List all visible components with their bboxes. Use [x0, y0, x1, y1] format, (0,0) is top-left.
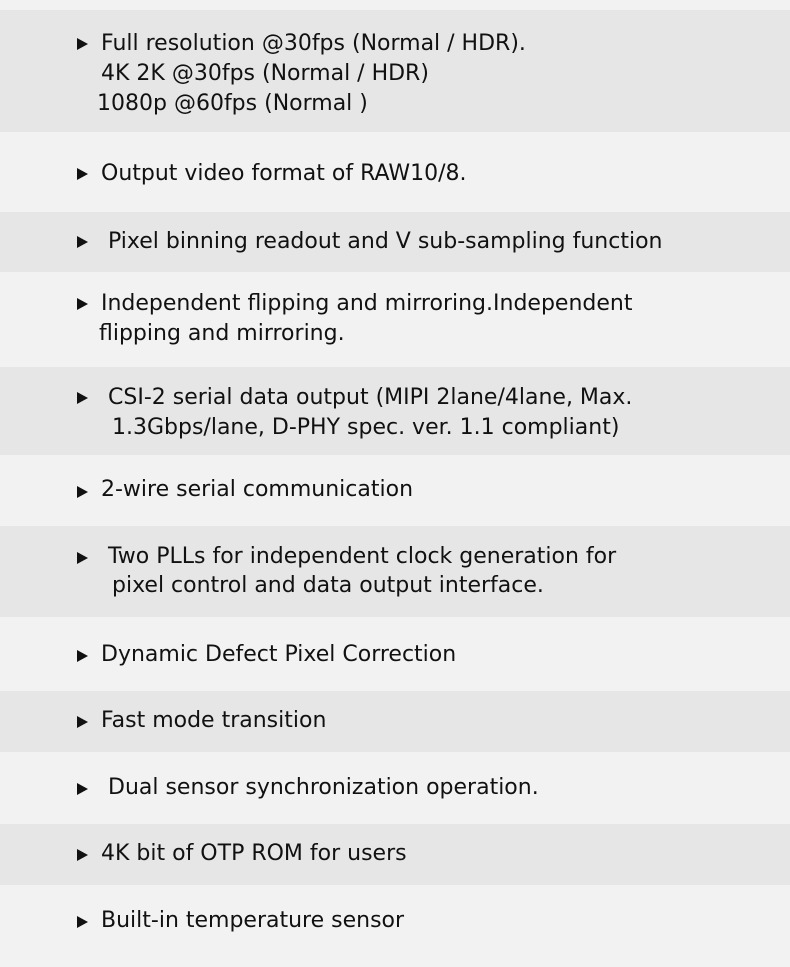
feature-item: [0, 885, 790, 967]
triangle-bullet-icon: [77, 916, 88, 928]
triangle-bullet-icon: [77, 38, 88, 50]
triangle-bullet-icon: [77, 486, 88, 498]
feature-text-line: flipping and mirroring.: [99, 321, 345, 346]
triangle-bullet-icon: [77, 849, 88, 861]
triangle-bullet-icon: [77, 392, 88, 404]
feature-item: [0, 617, 790, 691]
feature-item: [0, 132, 790, 212]
feature-text-line: Fast mode transition: [101, 708, 327, 733]
triangle-bullet-icon: [77, 236, 88, 248]
feature-item: [0, 824, 790, 885]
feature-item: [0, 10, 790, 132]
feature-text-line: CSI-2 serial data output (MIPI 2lane/4lane, Max.: [108, 385, 633, 410]
feature-text-line: Dual sensor synchronization operation.: [108, 775, 539, 800]
feature-text-line: Built-in temperature sensor: [101, 908, 405, 933]
feature-text-line: 4K bit of OTP ROM for users: [101, 841, 407, 866]
triangle-bullet-icon: [77, 716, 88, 728]
feature-item: [0, 367, 790, 455]
feature-text-line: Dynamic Defect Pixel Correction: [101, 642, 457, 667]
feature-text-line: Two PLLs for independent clock generation for: [108, 544, 617, 569]
feature-item: [0, 455, 790, 526]
feature-text-line: 1080p @60fps (Normal ): [97, 91, 368, 116]
triangle-bullet-icon: [77, 298, 88, 310]
feature-text-line: 4K 2K @30fps (Normal / HDR): [101, 61, 429, 86]
feature-text-line: Independent flipping and mirroring.Independent: [101, 291, 633, 316]
triangle-bullet-icon: [77, 783, 88, 795]
feature-text-line: pixel control and data output interface.: [112, 573, 544, 598]
feature-text-line: 1.3Gbps/lane, D-PHY spec. ver. 1.1 compliant): [112, 415, 620, 440]
feature-item: [0, 272, 790, 367]
feature-item: [0, 691, 790, 752]
feature-item: [0, 212, 790, 272]
feature-item: [0, 752, 790, 824]
triangle-bullet-icon: [77, 552, 88, 564]
feature-text-line: Output video format of RAW10/8.: [101, 161, 467, 186]
feature-text-line: 2-wire serial communication: [101, 477, 414, 502]
feature-text-line: Pixel binning readout and V sub-sampling function: [108, 229, 663, 254]
triangle-bullet-icon: [77, 168, 88, 180]
triangle-bullet-icon: [77, 650, 88, 662]
feature-text-line: Full resolution @30fps (Normal / HDR).: [101, 31, 526, 56]
feature-item: [0, 526, 790, 617]
